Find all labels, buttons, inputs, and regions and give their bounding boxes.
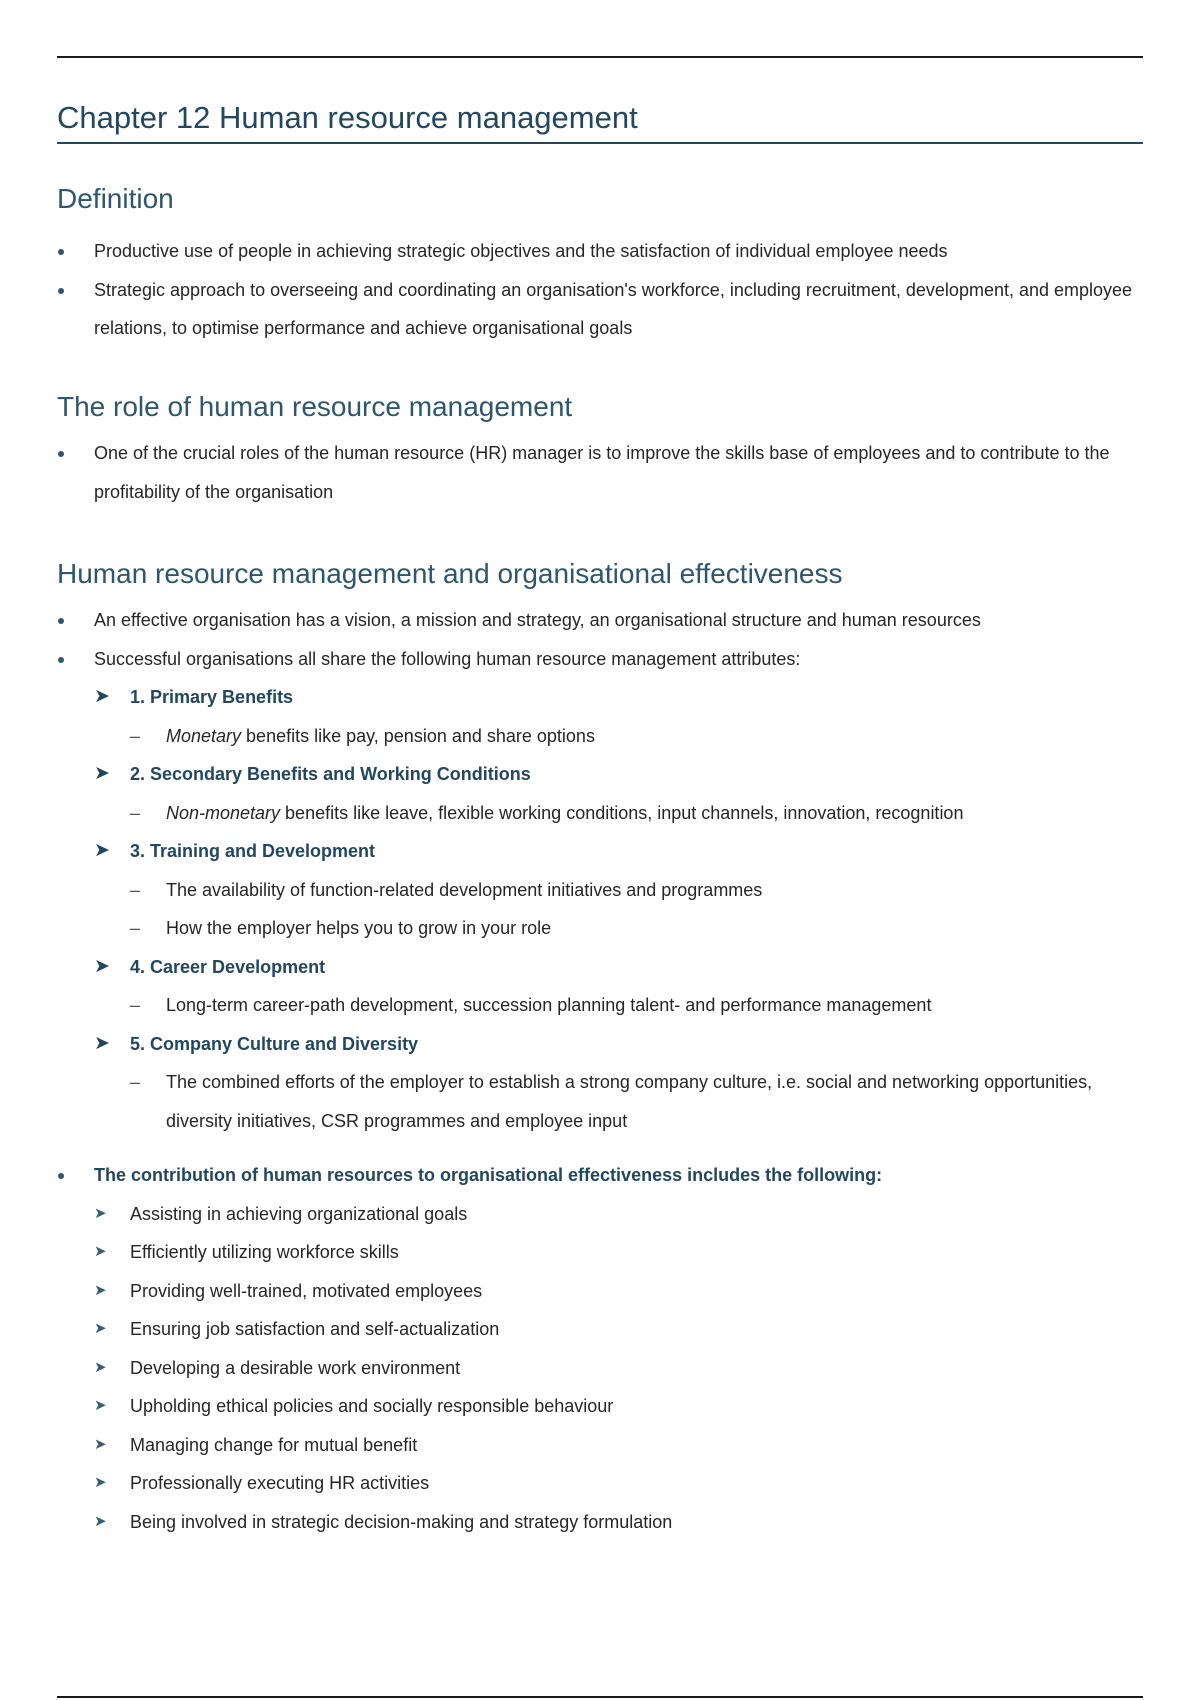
list-item: Productive use of people in achieving strategic objectives and the satisfaction of individual employee needs: [57, 232, 1143, 271]
attribute-detail: – The availability of function-related development initiatives and programmes: [57, 871, 1143, 910]
section-definition: [57, 181, 1143, 348]
bullet-dot-icon: [58, 1173, 64, 1179]
dash-icon: –: [130, 802, 141, 823]
list-item: Strategic approach to overseeing and coordinating an organisation's workforce, including recruitment, development, and employee relations, to optimise performance and achieve organisational goals: [57, 271, 1143, 348]
list-item: One of the crucial roles of the human resource (HR) manager is to improve the skills base of employees and to contribute to the profitability of the organisation: [57, 434, 1143, 511]
arrowhead-icon: ➤: [94, 686, 110, 707]
attribute-detail: – The combined efforts of the employer to establish a strong company culture, i.e. social and networking opportunities, diversity initiatives, CSR programmes and employee input: [57, 1063, 1143, 1140]
attribute-detail: – Non-monetary benefits like leave, flexible working conditions, input channels, innovation, recognition: [57, 794, 1143, 833]
dash-icon: –: [130, 918, 141, 938]
bullet-dot-icon: [58, 618, 64, 624]
section-effectiveness: [57, 556, 1143, 1541]
role-list: [57, 434, 1143, 511]
contribution-item: ➤ Providing well-trained, motivated employees: [57, 1272, 1143, 1311]
list-item: Successful organisations all share the following human resource management attributes:: [57, 640, 1143, 679]
role-heading: The role of human resource management: [57, 391, 573, 422]
dash-icon: –: [130, 1072, 141, 1092]
bullet-dot-icon: [58, 451, 64, 457]
arrowhead-icon: ➤: [94, 763, 110, 784]
contribution-item: ➤ Professionally executing HR activities: [57, 1464, 1143, 1503]
attribute-heading: ➤ 2. Secondary Benefits and Working Conditions: [57, 755, 1143, 794]
contribution-item: ➤ Managing change for mutual benefit: [57, 1426, 1143, 1465]
attribute-detail: – Monetary benefits like pay, pension and share options: [57, 717, 1143, 756]
list-item: The contribution of human resources to organisational effectiveness includes the following:: [57, 1156, 1143, 1195]
contribution-item: ➤ Developing a desirable work environment: [57, 1349, 1143, 1388]
attribute-heading: ➤ 3. Training and Development: [57, 832, 1143, 871]
list-item: An effective organisation has a vision, a mission and strategy, an organisational structure and human resources: [57, 601, 1143, 640]
arrowhead-icon: ➤: [94, 1358, 107, 1376]
dash-icon: –: [130, 725, 141, 746]
arrowhead-icon: ➤: [94, 1204, 107, 1222]
definition-list: [57, 232, 1143, 348]
attribute-detail: – How the employer helps you to grow in your role: [57, 909, 1143, 948]
arrowhead-icon: ➤: [94, 1435, 107, 1453]
contribution-item: ➤ Being involved in strategic decision-making and strategy formulation: [57, 1503, 1143, 1542]
top-rule: [57, 56, 1143, 58]
dash-icon: –: [130, 879, 141, 900]
arrowhead-icon: ➤: [94, 1032, 110, 1054]
effectiveness-list: [57, 601, 1143, 1541]
arrowhead-icon: ➤: [94, 1243, 107, 1260]
contribution-item: ➤ Efficiently utilizing workforce skills: [57, 1233, 1143, 1272]
arrowhead-icon: ➤: [94, 840, 110, 861]
effectiveness-heading: Human resource management and organisational effectiveness: [57, 558, 843, 589]
document-page: [57, 0, 1143, 1700]
arrowhead-icon: ➤: [94, 1397, 107, 1414]
section-role: [57, 389, 1143, 511]
contribution-item: ➤ Upholding ethical policies and socially responsible behaviour: [57, 1387, 1143, 1426]
bullet-dot-icon: [58, 288, 64, 294]
arrowhead-icon: ➤: [94, 955, 110, 977]
arrowhead-icon: ➤: [94, 1320, 107, 1337]
bullet-dot-icon: [58, 249, 64, 255]
contribution-item: ➤ Ensuring job satisfaction and self-actualization: [57, 1310, 1143, 1349]
bottom-rule: [57, 1696, 1143, 1698]
attribute-heading: ➤ 5. Company Culture and Diversity: [57, 1025, 1143, 1064]
arrowhead-icon: ➤: [94, 1474, 107, 1491]
arrowhead-icon: ➤: [94, 1512, 107, 1530]
dash-icon: –: [130, 995, 141, 1015]
attribute-heading: ➤ 4. Career Development: [57, 948, 1143, 987]
attribute-heading: ➤ 1. Primary Benefits: [57, 678, 1143, 717]
bullet-dot-icon: [58, 657, 64, 663]
arrowhead-icon: ➤: [94, 1281, 107, 1299]
contribution-item: ➤ Assisting in achieving organizational goals: [57, 1195, 1143, 1234]
chapter-title: Chapter 12 Human resource management: [57, 96, 1143, 144]
definition-heading: Definition: [57, 183, 174, 214]
attribute-detail: – Long-term career-path development, succession planning talent- and performance management: [57, 986, 1143, 1025]
